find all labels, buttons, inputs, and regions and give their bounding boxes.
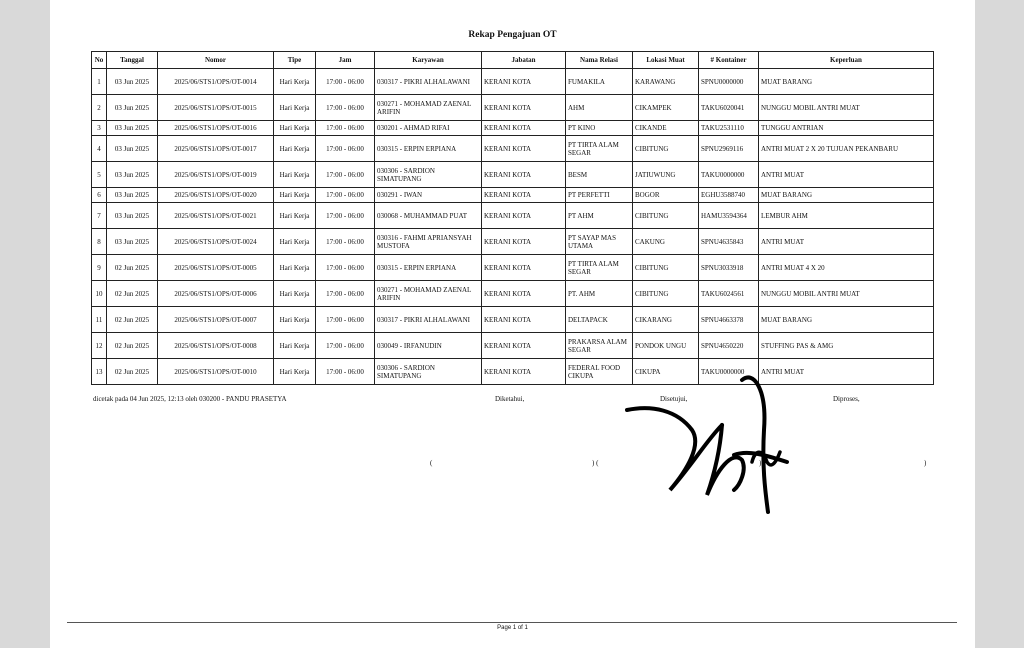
table-cell: PONDOK UNGU — [633, 333, 699, 359]
table-row — [92, 333, 934, 359]
table-cell: HAMU3594364 — [699, 203, 759, 229]
table-cell: CIBITUNG — [633, 255, 699, 281]
table-cell: Hari Kerja — [274, 69, 316, 95]
processed-signature-line-end: ) — [924, 459, 927, 467]
table-row — [92, 203, 934, 229]
table-cell: TAKU6020041 — [699, 95, 759, 121]
table-cell: 030291 - IWAN — [375, 188, 482, 203]
table-cell: MUAT BARANG — [759, 307, 934, 333]
table-cell: 030068 - MUHAMMAD PUAT — [375, 203, 482, 229]
table-cell: 2025/06/STS1/OPS/OT-0007 — [158, 307, 274, 333]
table-cell: Hari Kerja — [274, 95, 316, 121]
table-cell: 2025/06/STS1/OPS/OT-0006 — [158, 281, 274, 307]
header-cell: Jam — [316, 52, 375, 69]
table-cell: KERANI KOTA — [482, 229, 566, 255]
table-cell: 17:00 - 06:00 — [316, 162, 375, 188]
table-cell: 2025/06/STS1/OPS/OT-0016 — [158, 121, 274, 136]
table-cell: 2025/06/STS1/OPS/OT-0021 — [158, 203, 274, 229]
table-cell: KERANI KOTA — [482, 136, 566, 162]
table-cell: KERANI KOTA — [482, 69, 566, 95]
table-cell: 2025/06/STS1/OPS/OT-0017 — [158, 136, 274, 162]
table-cell: 3 — [92, 121, 107, 136]
table-cell: 02 Jun 2025 — [107, 255, 158, 281]
table-cell: KARAWANG — [633, 69, 699, 95]
table-cell: KERANI KOTA — [482, 281, 566, 307]
table-cell: 03 Jun 2025 — [107, 95, 158, 121]
table-cell: CIKARANG — [633, 307, 699, 333]
table-cell: Hari Kerja — [274, 255, 316, 281]
header-cell: Nama Relasi — [566, 52, 633, 69]
table-cell: Hari Kerja — [274, 307, 316, 333]
table-cell: JATIUWUNG — [633, 162, 699, 188]
table-cell: SPNU4635843 — [699, 229, 759, 255]
table-cell: PT TIRTA ALAM SEGAR — [566, 255, 633, 281]
table-cell: 030306 - SARDION SIMATUPANG — [375, 359, 482, 385]
table-cell: PT TIRTA ALAM SEGAR — [566, 136, 633, 162]
table-cell: 17:00 - 06:00 — [316, 229, 375, 255]
table-cell: 2 — [92, 95, 107, 121]
known-label: Diketahui, — [495, 395, 525, 403]
table-cell: TUNGGU ANTRIAN — [759, 121, 934, 136]
page-footer-rule — [67, 622, 957, 623]
table-cell: Hari Kerja — [274, 281, 316, 307]
table-cell: 17:00 - 06:00 — [316, 95, 375, 121]
table-cell: KERANI KOTA — [482, 359, 566, 385]
table-cell: TAKU0000000 — [699, 359, 759, 385]
table-cell: CAKUNG — [633, 229, 699, 255]
table-cell: 2025/06/STS1/OPS/OT-0019 — [158, 162, 274, 188]
table-cell: 2025/06/STS1/OPS/OT-0008 — [158, 333, 274, 359]
table-cell: 030315 - ERPIN ERPIANA — [375, 136, 482, 162]
table-cell: ANTRI MUAT 4 X 20 — [759, 255, 934, 281]
table-cell: NUNGGU MOBIL ANTRI MUAT — [759, 281, 934, 307]
table-cell: 17:00 - 06:00 — [316, 121, 375, 136]
table-cell: 03 Jun 2025 — [107, 188, 158, 203]
header-cell: Tipe — [274, 52, 316, 69]
table-cell: CIBITUNG — [633, 136, 699, 162]
table-cell: SPNU0000000 — [699, 69, 759, 95]
table-cell: SPNU2969116 — [699, 136, 759, 162]
table-cell: 17:00 - 06:00 — [316, 307, 375, 333]
table-cell: NUNGGU MOBIL ANTRI MUAT — [759, 95, 934, 121]
header-cell: Tanggal — [107, 52, 158, 69]
table-cell: KERANI KOTA — [482, 333, 566, 359]
header-cell: Keperluan — [759, 52, 934, 69]
report-title: Rekap Pengajuan OT — [468, 30, 557, 40]
table-cell: ANTRI MUAT — [759, 359, 934, 385]
table-cell: AHM — [566, 95, 633, 121]
table-cell: 17:00 - 06:00 — [316, 136, 375, 162]
table-cell: Hari Kerja — [274, 359, 316, 385]
table-cell: 17:00 - 06:00 — [316, 281, 375, 307]
table-cell: STUFFING PAS & AMG — [759, 333, 934, 359]
table-cell: Hari Kerja — [274, 121, 316, 136]
table-cell: ANTRI MUAT — [759, 162, 934, 188]
table-cell: FEDERAL FOOD CIKUPA — [566, 359, 633, 385]
table-cell: 1 — [92, 69, 107, 95]
table-cell: TAKU6024561 — [699, 281, 759, 307]
table-row — [92, 136, 934, 162]
table-cell: PT. AHM — [566, 281, 633, 307]
processed-label: Diproses, — [833, 395, 860, 403]
table-cell: KERANI KOTA — [482, 188, 566, 203]
table-cell: 4 — [92, 136, 107, 162]
table-cell: ANTRI MUAT 2 X 20 TUJUAN PEKANBARU — [759, 136, 934, 162]
table-cell: 17:00 - 06:00 — [316, 203, 375, 229]
table-cell: 03 Jun 2025 — [107, 203, 158, 229]
table-cell: 02 Jun 2025 — [107, 307, 158, 333]
table-cell: PT KINO — [566, 121, 633, 136]
table-cell: 17:00 - 06:00 — [316, 188, 375, 203]
table-row — [92, 281, 934, 307]
table-cell: 6 — [92, 188, 107, 203]
table-cell: CIBITUNG — [633, 281, 699, 307]
table-row — [92, 162, 934, 188]
table-cell: BESM — [566, 162, 633, 188]
header-cell: Karyawan — [375, 52, 482, 69]
printed-info: dicetak pada 04 Jun 2025, 12:13 oleh 030200 - PANDU PRASETYA — [93, 395, 287, 403]
table-cell: 8 — [92, 229, 107, 255]
table-cell: 030201 - AHMAD RIFAI — [375, 121, 482, 136]
table-cell: 02 Jun 2025 — [107, 333, 158, 359]
table-cell: Hari Kerja — [274, 333, 316, 359]
table-cell: PT PERFETTI — [566, 188, 633, 203]
table-cell: MUAT BARANG — [759, 69, 934, 95]
table-cell: PT AHM — [566, 203, 633, 229]
table-cell: Hari Kerja — [274, 188, 316, 203]
table-row — [92, 69, 934, 95]
table-cell: CIKUPA — [633, 359, 699, 385]
known-signature-line-end: ) ( — [592, 459, 599, 467]
table-cell: CIKANDE — [633, 121, 699, 136]
table-cell: 02 Jun 2025 — [107, 281, 158, 307]
table-cell: PRAKARSA ALAM SEGAR — [566, 333, 633, 359]
table-cell: KERANI KOTA — [482, 162, 566, 188]
approved-signature-line-end: ) ( — [759, 459, 766, 467]
known-signature-line: ( — [430, 459, 433, 467]
table-cell: 2025/06/STS1/OPS/OT-0010 — [158, 359, 274, 385]
table-cell: Hari Kerja — [274, 136, 316, 162]
table-cell: 2025/06/STS1/OPS/OT-0020 — [158, 188, 274, 203]
ot-table — [91, 51, 934, 385]
table-cell: 17:00 - 06:00 — [316, 255, 375, 281]
table-cell: SPNU4663378 — [699, 307, 759, 333]
table-cell: 030315 - ERPIN ERPIANA — [375, 255, 482, 281]
table-cell: SPNU4650220 — [699, 333, 759, 359]
table-row — [92, 121, 934, 136]
handwritten-signature — [622, 370, 822, 520]
table-cell: TAKU0000000 — [699, 162, 759, 188]
table-row — [92, 307, 934, 333]
table-cell: MUAT BARANG — [759, 188, 934, 203]
table-cell: 9 — [92, 255, 107, 281]
table-cell: 02 Jun 2025 — [107, 359, 158, 385]
table-cell: Hari Kerja — [274, 162, 316, 188]
table-cell: KERANI KOTA — [482, 203, 566, 229]
table-cell: 2025/06/STS1/OPS/OT-0024 — [158, 229, 274, 255]
table-cell: SPNU3033918 — [699, 255, 759, 281]
table-cell: 12 — [92, 333, 107, 359]
header-cell: No — [92, 52, 107, 69]
table-cell: 17:00 - 06:00 — [316, 359, 375, 385]
table-cell: KERANI KOTA — [482, 255, 566, 281]
header-cell: Lokasi Muat — [633, 52, 699, 69]
header-cell: Jabatan — [482, 52, 566, 69]
table-body — [92, 69, 934, 385]
table-cell: TAKU2531110 — [699, 121, 759, 136]
table-cell: 10 — [92, 281, 107, 307]
table-cell: FUMAKILA — [566, 69, 633, 95]
table-cell: 5 — [92, 162, 107, 188]
table-row — [92, 255, 934, 281]
header-cell: Nomor — [158, 52, 274, 69]
table-cell: 2025/06/STS1/OPS/OT-0005 — [158, 255, 274, 281]
table-cell: BOGOR — [633, 188, 699, 203]
table-cell: KERANI KOTA — [482, 121, 566, 136]
table-cell: 03 Jun 2025 — [107, 121, 158, 136]
table-cell: 03 Jun 2025 — [107, 136, 158, 162]
table-cell: CIKAMPEK — [633, 95, 699, 121]
table-cell: 03 Jun 2025 — [107, 69, 158, 95]
table-cell: 7 — [92, 203, 107, 229]
table-cell: ANTRI MUAT — [759, 229, 934, 255]
table-cell: 030316 - FAHMI APRIANSYAH MUSTOFA — [375, 229, 482, 255]
table-cell: LEMBUR AHM — [759, 203, 934, 229]
table-header-row — [92, 52, 934, 69]
table-cell: 17:00 - 06:00 — [316, 333, 375, 359]
table-cell: 13 — [92, 359, 107, 385]
document-page — [50, 0, 975, 648]
table-cell: EGHU3588740 — [699, 188, 759, 203]
table-cell: Hari Kerja — [274, 203, 316, 229]
table-row — [92, 95, 934, 121]
table-cell: 030317 - PIKRI ALHALAWANI — [375, 69, 482, 95]
table-cell: Hari Kerja — [274, 229, 316, 255]
header-cell: # Kontainer — [699, 52, 759, 69]
table-cell: 2025/06/STS1/OPS/OT-0015 — [158, 95, 274, 121]
page-number: Page 1 of 1 — [497, 625, 528, 631]
table-cell: 03 Jun 2025 — [107, 229, 158, 255]
table-cell: KERANI KOTA — [482, 307, 566, 333]
table-cell: 17:00 - 06:00 — [316, 69, 375, 95]
table-cell: CIBITUNG — [633, 203, 699, 229]
table-cell: KERANI KOTA — [482, 95, 566, 121]
table-cell: 030271 - MOHAMAD ZAENAL ARIFIN — [375, 95, 482, 121]
table-cell: PT SAYAP MAS UTAMA — [566, 229, 633, 255]
table-cell: 030049 - IRFANUDIN — [375, 333, 482, 359]
table-cell: 11 — [92, 307, 107, 333]
table-row — [92, 229, 934, 255]
table-cell: 030306 - SARDION SIMATUPANG — [375, 162, 482, 188]
table-cell: 030271 - MOHAMAD ZAENAL ARIFIN — [375, 281, 482, 307]
table-cell: 2025/06/STS1/OPS/OT-0014 — [158, 69, 274, 95]
table-cell: 03 Jun 2025 — [107, 162, 158, 188]
table-cell: DELTAPACK — [566, 307, 633, 333]
table-row — [92, 188, 934, 203]
table-cell: 030317 - PIKRI ALHALAWANI — [375, 307, 482, 333]
approved-label: Disetujui, — [660, 395, 688, 403]
